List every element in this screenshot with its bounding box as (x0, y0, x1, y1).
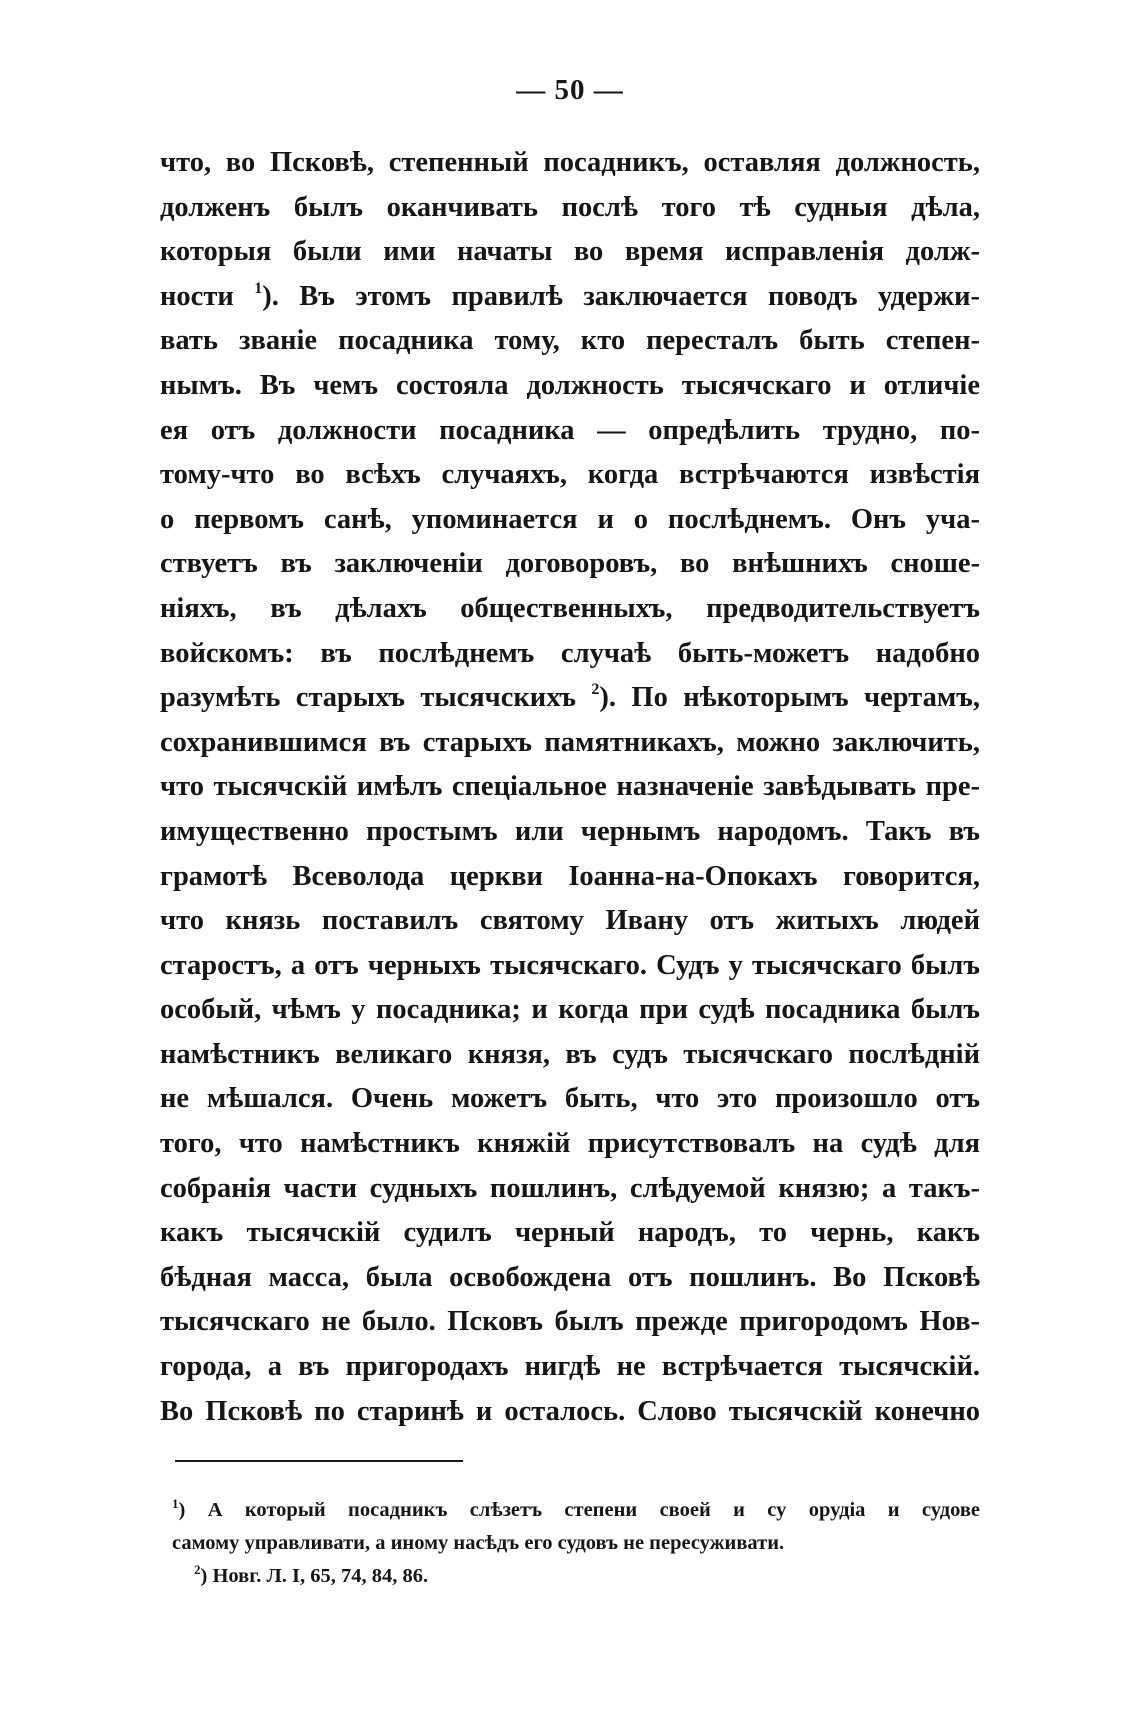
text-line: грамотѣ Всеволода церкви Іоанна-на-Опокахъ говорится, (160, 860, 980, 892)
text-line: сохранившимся въ старыхъ памятникахъ, можно заключить, (160, 726, 980, 758)
text-line (160, 676, 980, 721)
footnote-2 (172, 1560, 980, 1593)
text-line: города, а въ пригородахъ нигдѣ не встрѣчается тысячскій. (160, 1351, 980, 1383)
text-line: тысячскаго не было. Псковъ былъ прежде пригородомъ Нов- (160, 1306, 980, 1338)
text-line: какъ тысячскій судилъ черный народъ, то чернь, какъ (160, 1217, 980, 1249)
text-line: которыя были ими начаты во время исправленія долж- (160, 236, 980, 268)
page-number: — 50 — (516, 74, 624, 106)
footnote-divider (175, 1460, 463, 1462)
text-line (160, 275, 980, 320)
footnote-marker: 1 (172, 1496, 179, 1511)
text-fragment: ). Въ этомъ правилѣ заключается поводъ удержи- (262, 280, 980, 312)
footnote-marker: 2 (194, 1562, 201, 1577)
text-line: что князь поставилъ святому Ивану отъ житыхъ людей (160, 905, 980, 937)
text-line: вать званіе посадника тому, кто пересталъ быть степен- (160, 325, 980, 357)
text-line: особый, чѣмъ у посадника; и когда при судѣ посадника былъ (160, 994, 980, 1026)
text-fragment: ности (160, 280, 234, 312)
text-line: ніяхъ, въ дѣлахъ общественныхъ, предводительствуетъ (160, 592, 980, 624)
text-line: что тысячскій имѣлъ спеціальное назначеніе завѣдывать пре- (160, 771, 980, 803)
main-text (160, 141, 980, 1434)
footnote-ref-1: 1 (254, 279, 263, 297)
text-line: войскомъ: въ послѣднемъ случаѣ быть-можетъ надобно (160, 637, 980, 669)
footnote-1 (172, 1494, 980, 1527)
text-line: того, что намѣстникъ княжій присутствовалъ на судѣ для (160, 1128, 980, 1160)
text-line: не мѣшался. Очень можетъ быть, что это произошло отъ (160, 1083, 980, 1115)
text-line: нымъ. Въ чемъ состояла должность тысячскаго и отличіе (160, 369, 980, 401)
text-line: о первомъ санѣ, упоминается и о послѣднемъ. Онъ уча- (160, 503, 980, 535)
footnote-ref-2: 2 (591, 681, 600, 699)
text-fragment: разумѣть старыхъ тысячскихъ (160, 682, 576, 714)
text-line: Во Псковѣ по старинѣ и осталось. Слово тысячскій конечно (160, 1395, 980, 1427)
footnote-text: ) Новг. Л. I, 65, 74, 84, 86. (200, 1565, 429, 1587)
text-line: ствуетъ въ заключеніи договоровъ, во внѣшнихъ сноше- (160, 548, 980, 580)
text-line: намѣстникъ великаго князя, въ судъ тысячскаго послѣдній (160, 1038, 980, 1070)
text-line: что, во Псковѣ, степенный посадникъ, оставляя должность, (160, 147, 980, 178)
text-line: старостъ, а отъ черныхъ тысячскаго. Судъ у тысячскаго былъ (160, 949, 980, 981)
text-line: бѣдная масса, была освобождена отъ пошлинъ. Во Псковѣ (160, 1261, 980, 1293)
text-line: долженъ былъ оканчивать послѣ того тѣ судныя дѣла, (160, 191, 980, 223)
text-line: имущественно простымъ или чернымъ народомъ. Такъ въ (160, 815, 980, 847)
footnote-text: ) А который посадникъ слѣзетъ степени своей и су орудіа и судове (178, 1499, 980, 1521)
text-line: собранія части судныхъ пошлинъ, слѣдуемой князю; а такъ- (160, 1172, 980, 1204)
footnote-1-continuation: самому управливати, а иному насѣдъ его судовъ не пересуживати. (172, 1532, 785, 1554)
text-line: тому-что во всѣхъ случаяхъ, когда встрѣчаются извѣстія (160, 459, 980, 491)
text-line: ея отъ должности посадника — опредѣлить трудно, по- (160, 414, 980, 446)
text-fragment: ). По нѣкоторымъ чертамъ, (599, 682, 980, 714)
footnotes (172, 1494, 980, 1593)
